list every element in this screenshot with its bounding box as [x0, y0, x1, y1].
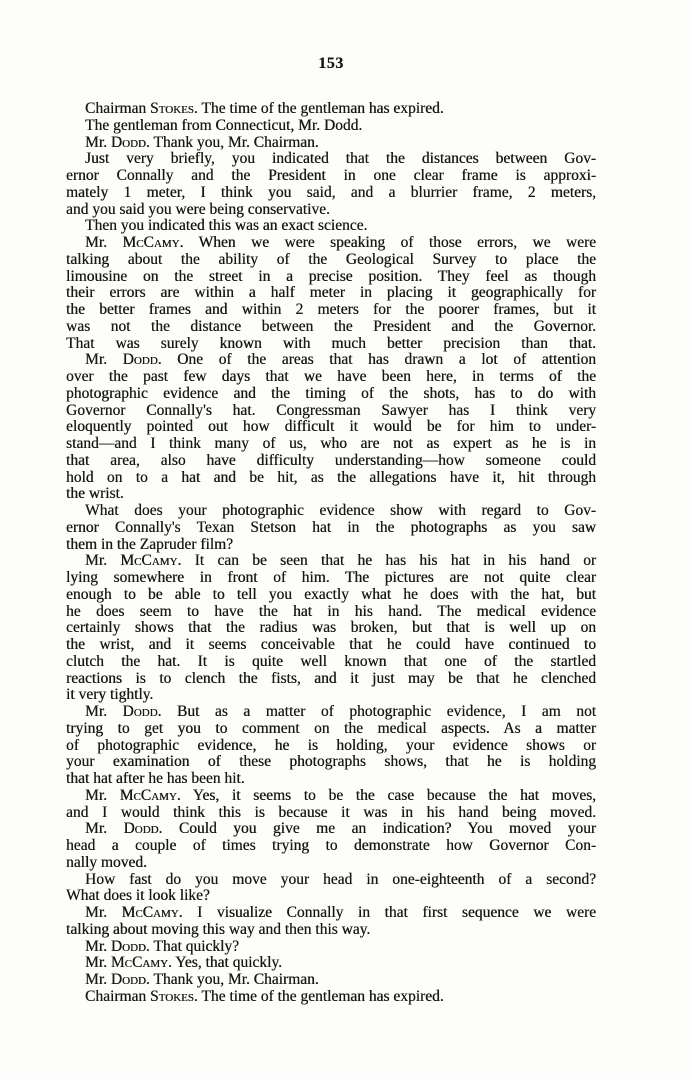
- transcript-line: Chairman Stokes. The time of the gentleman has expired.: [85, 100, 444, 117]
- speaker-prefix: Mr.: [85, 954, 111, 972]
- transcript-line: Mr. Dodd. Thank you, Mr. Chairman.: [85, 133, 319, 151]
- speaker-name: McCamy: [120, 552, 178, 570]
- transcript-line: What does it look like?: [66, 887, 210, 905]
- transcript-line: Mr. Dodd. Thank you, Mr. Chairman.: [85, 971, 319, 988]
- speaker-prefix: Mr.: [85, 820, 124, 838]
- speaker-prefix: Chairman: [85, 987, 150, 1005]
- transcript-line: Just very briefly, you indicated that the distances between Gov-: [85, 150, 596, 168]
- transcript-line: the wrist.: [66, 485, 124, 503]
- transcript-line: Mr. Dodd. But as a matter of photographic evidence, I am not: [85, 703, 597, 720]
- transcript-line: them in the Zapruder film?: [66, 535, 233, 553]
- transcript-line: photographic evidence and the timing of the shots, has to do with: [66, 384, 596, 402]
- transcript-line: ernor Connally's Texan Stetson hat in the photographs as you saw: [66, 518, 596, 536]
- page-number: 153: [318, 55, 344, 72]
- transcript-line: Governor Connally's hat. Congressman Sawyer has I think very: [66, 401, 596, 419]
- speaker-name: Dodd: [122, 703, 158, 720]
- transcript-line: Mr. Dodd. One of the areas that has drawn a lot of attention: [85, 351, 597, 369]
- transcript-line: their errors are within a half meter in placing it geographically for: [66, 284, 596, 302]
- speaker-prefix: Mr.: [85, 552, 121, 570]
- transcript-line: nally moved.: [66, 853, 147, 871]
- transcript-body: [66, 101, 596, 1006]
- transcript-line: ernor Connally and the President in one clear frame is approxi-: [66, 167, 596, 184]
- speaker-name: McCamy: [122, 234, 180, 251]
- transcript-line: What does your photographic evidence show with regard to Gov-: [85, 502, 596, 519]
- speaker-prefix: Mr.: [85, 786, 120, 804]
- transcript-line: Then you indicated this was an exact science.: [85, 217, 368, 235]
- transcript-line: of photographic evidence, he is holding, your evidence shows or: [66, 736, 596, 754]
- speaker-name: Stokes: [150, 987, 194, 1005]
- speaker-prefix: Mr.: [85, 971, 111, 988]
- transcript-line: stand—and I think many of us, who are not as expert as he is in: [66, 435, 596, 452]
- transcript-line: talking about the ability of the Geological Survey to place the: [66, 250, 596, 268]
- transcript-line: lying somewhere in front of him. The pictures are not quite clear: [66, 569, 596, 586]
- transcript-line: that area, also have difficulty understanding—how someone could: [66, 451, 596, 469]
- transcript-line: The gentleman from Connecticut, Mr. Dodd.: [85, 116, 363, 134]
- transcript-line: Mr. Dodd. Could you give me an indication? You moved your: [85, 820, 596, 838]
- speaker-name: Stokes: [150, 100, 194, 117]
- transcript-line: clutch the hat. It is quite well known that one of the startled: [66, 652, 596, 670]
- transcript-line: hold on to a hat and be hit, as the allegations have it, hit through: [66, 468, 596, 486]
- speaker-name: Dodd: [110, 971, 146, 988]
- transcript-line: Mr. McCamy. Yes, it seems to be the case because the hat moves,: [85, 786, 596, 804]
- transcript-line: limousine on the street in a precise position. They feel as though: [66, 267, 596, 285]
- transcript-line: over the past few days that we have been here, in terms of the: [66, 368, 596, 385]
- transcript-line: and I would think this is because it was in his hand being moved.: [66, 803, 596, 821]
- transcript-line: How fast do you move your head in one-eighteenth of a second?: [85, 870, 596, 888]
- transcript-line: that hat after he has been hit.: [66, 770, 245, 787]
- speaker-prefix: Mr.: [85, 904, 122, 921]
- transcript-line: it very tightly.: [66, 686, 154, 704]
- transcript-line: eloquently pointed out how difficult it would be for him to under-: [66, 418, 596, 436]
- speaker-name: Dodd: [110, 133, 146, 151]
- transcript-line: Mr. Dodd. That quickly?: [85, 937, 239, 955]
- speaker-prefix: Mr.: [85, 234, 123, 251]
- transcript-line: the wrist, and it seems conceivable that he could have continued to: [66, 636, 596, 653]
- speaker-name: McCamy: [110, 954, 168, 972]
- speaker-prefix: Chairman: [85, 100, 150, 117]
- speaker-name: Dodd: [110, 937, 146, 955]
- speaker-prefix: Mr.: [85, 937, 111, 955]
- transcript-line: Mr. McCamy. It can be seen that he has his hat in his hand or: [85, 552, 596, 570]
- transcript-line: Mr. McCamy. Yes, that quickly.: [85, 954, 282, 972]
- transcript-line: trying to get you to comment on the medical aspects. As a matter: [66, 719, 596, 737]
- speaker-name: McCamy: [121, 904, 179, 921]
- speaker-name: Dodd: [123, 820, 159, 838]
- transcript-line: Chairman Stokes. The time of the gentleman has expired.: [85, 987, 444, 1005]
- transcript-line: was not the distance between the President and the Governor.: [66, 317, 596, 335]
- transcript-line: certainly shows that the radius was broken, but that is well up on: [66, 619, 596, 637]
- speaker-prefix: Mr.: [85, 703, 123, 720]
- speaker-name: Dodd: [122, 351, 158, 369]
- transcript-line: Mr. McCamy. I visualize Connally in that first sequence we were: [85, 904, 596, 921]
- transcript-line: the better frames and within 2 meters for the poorer frames, but it: [66, 301, 596, 318]
- transcript-line: Mr. McCamy. When we were speaking of those errors, we were: [85, 234, 597, 251]
- transcript-line: enough to be able to tell you exactly what he does with the hat, but: [66, 585, 596, 603]
- speaker-prefix: Mr.: [85, 351, 123, 369]
- transcript-line: he does seem to have the hat in his hand. The medical evidence: [66, 602, 596, 620]
- transcript-line: and you said you were being conservative.: [66, 200, 330, 218]
- transcript-line: reactions is to clench the fists, and it just may be that he clenched: [66, 669, 596, 687]
- transcript-line: head a couple of times trying to demonstrate how Governor Con-: [66, 837, 596, 854]
- transcript-line: That was surely known with much better precision than that.: [66, 334, 596, 352]
- speaker-prefix: Mr.: [85, 133, 111, 151]
- transcript-line: your examination of these photographs shows, that he is holding: [66, 753, 596, 771]
- speaker-name: McCamy: [119, 786, 177, 804]
- transcript-line: mately 1 meter, I think you said, and a blurrier frame, 2 meters,: [66, 183, 596, 201]
- transcript-line: talking about moving this way and then this way.: [66, 920, 371, 938]
